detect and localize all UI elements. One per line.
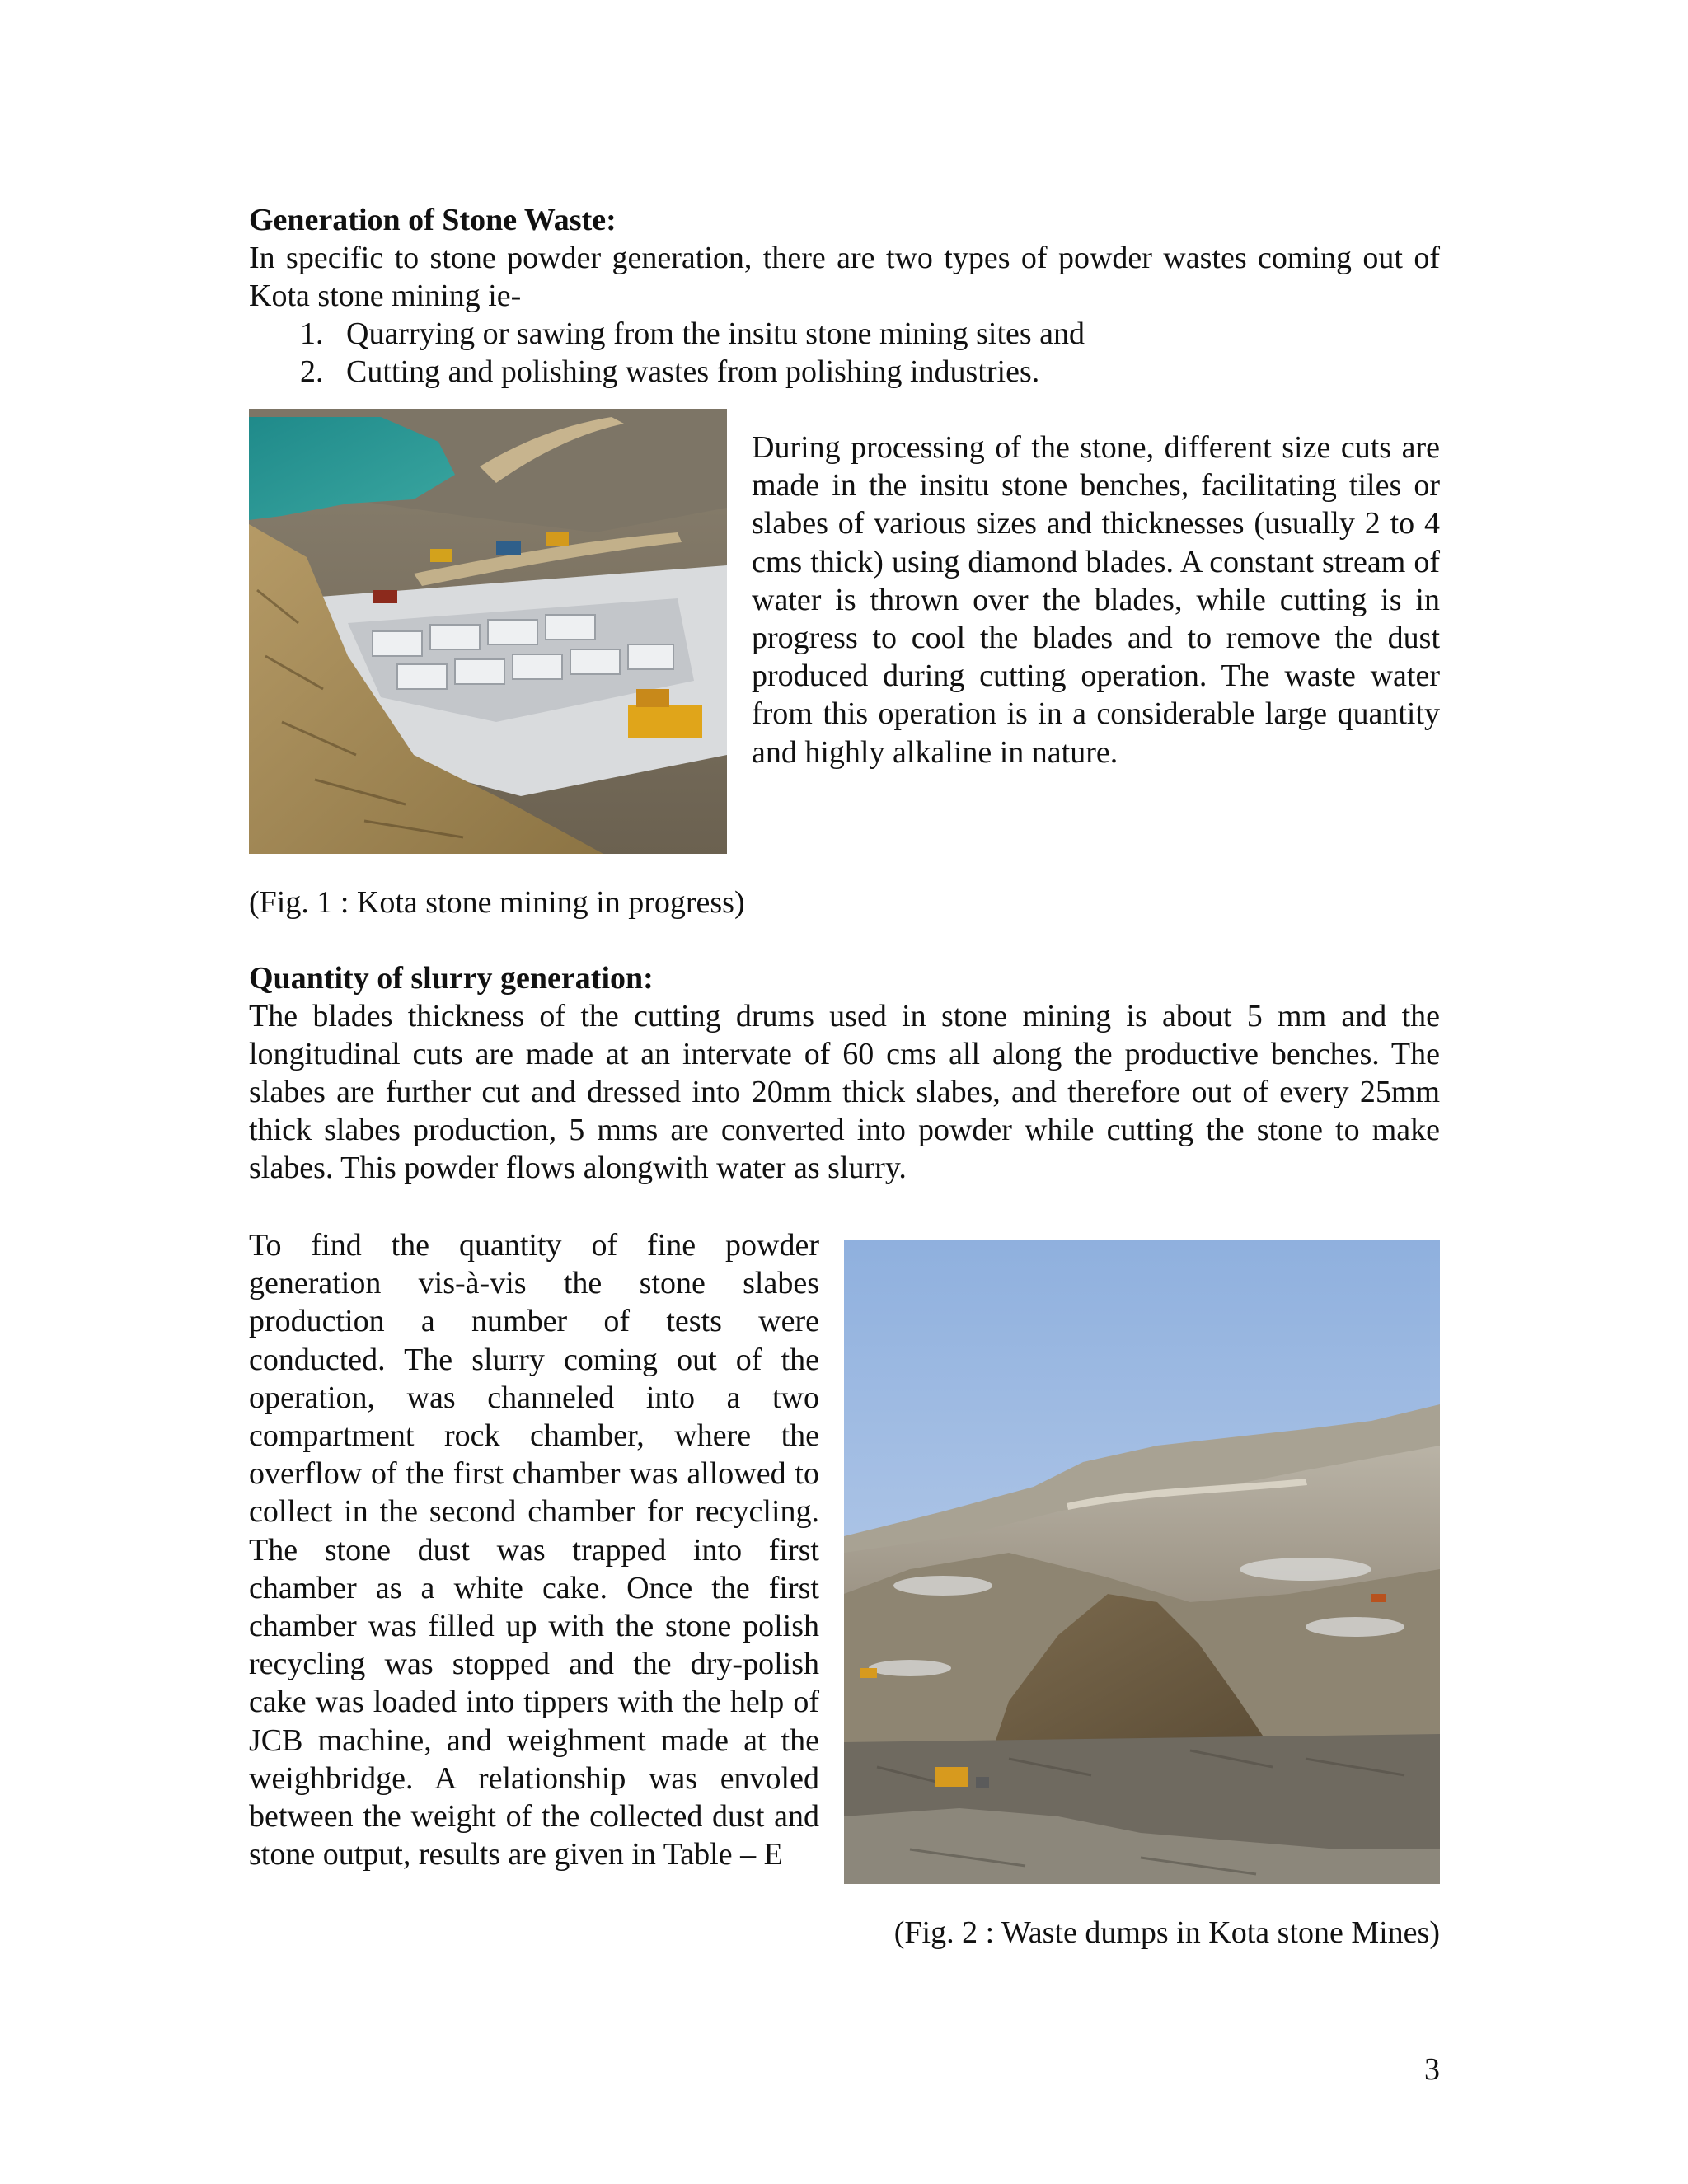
waste-type-list [249,315,1440,391]
list-item-text: Quarrying or sawing from the insitu stone mining sites and [346,316,1085,351]
list-item-number: 2. [300,354,324,389]
list-item [249,315,1440,353]
section-heading-slurry: Quantity of slurry generation: [249,961,654,996]
tests-paragraph: To find the quantity of fine powder generation vis-à-vis the stone slabes production a number of tests were conducted. The slurry coming out of the operation, was channeled into a two compartment rock chamber, where the overflow of the first chamber was allowed to collect in the second chamber for recycling. The stone dust was trapped into first chamber as a white cake. Once the first chamber was filled up with the stone polish recycling was stopped and the dry-polish cake was loaded into tippers with the help of JCB machine, and weighment made at the weighbridge. A relationship was envoled between the weight of the collected dust and stone output, results are given in Table – E [249,1228,819,1872]
list-item-number: 1. [300,316,324,351]
list-item-text: Cutting and polishing wastes from polishing industries. [346,354,1040,389]
list-item [249,353,1440,391]
figure-1-caption: (Fig. 1 : Kota stone mining in progress) [249,885,745,920]
figure-1-mining-photo [249,409,727,854]
page-number: 3 [1424,2052,1440,2087]
figure-2-waste-dumps-photo [844,1240,1440,1884]
processing-paragraph: During processing of the stone, different size cuts are made in the insitu stone benches, facilitating tiles or slabes of various sizes and thicknesses (usually 2 to 4 cms thick) using diamond blades. A constant stream of water is thrown over the blades, while cutting is in progress to cool the blades and to remove the dust produced during cutting operation. The waste water from this operation is in a considerable large quantity and highly alkaline in nature. [752,430,1440,770]
intro-paragraph: In specific to stone powder generation, there are two types of powder wastes coming out of Kota stone mining ie- [249,241,1440,313]
section-heading-stone-waste: Generation of Stone Waste: [249,203,617,237]
figure-2-caption: (Fig. 2 : Waste dumps in Kota stone Mines) [893,1915,1440,1950]
slurry-paragraph: The blades thickness of the cutting drums used in stone mining is about 5 mm and the longitudinal cuts are made at an intervate of 60 cms all along the productive benches. The slabes are further cut and dressed into 20mm thick slabes, and therefore out of every 25mm thick slabes production, 5 mms are converted into powder while cutting the stone to make slabes. This powder flows alongwith water as slurry. [249,999,1440,1185]
